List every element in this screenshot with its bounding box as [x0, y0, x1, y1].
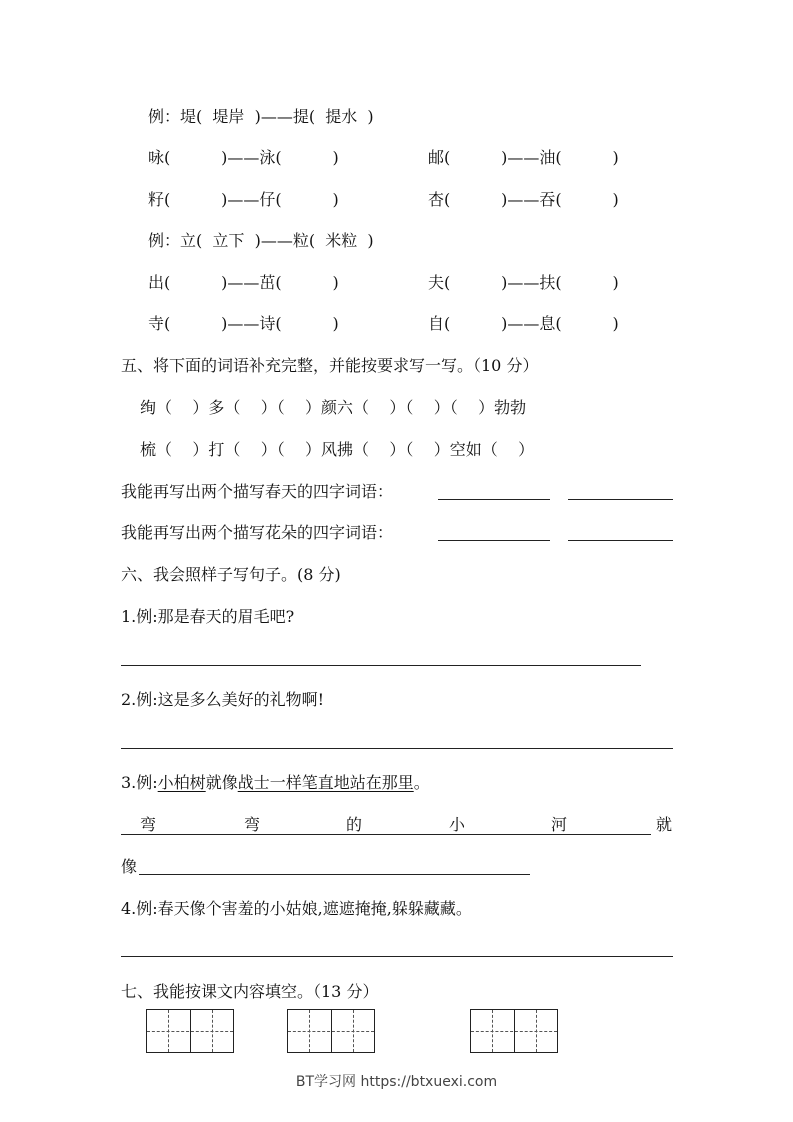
dashed-guide — [536, 1010, 537, 1052]
example-line-2: 例：立( 立下 )——粒( 米粒 ) — [148, 231, 374, 250]
dashed-guide — [168, 1010, 169, 1052]
question-3-comparison: 战士一样笔直地站在那里 — [237, 773, 414, 792]
question-3-end: 。 — [413, 773, 430, 792]
spring-answer-blank-1[interactable] — [438, 499, 550, 500]
word-pair-row-4-left: 寺( )——诗( ) — [148, 314, 339, 333]
dashed-guide — [288, 1031, 374, 1032]
question-4-answer-line[interactable] — [121, 956, 673, 957]
question-2: 2.例:这是多么美好的礼物啊! — [121, 690, 325, 709]
word-pair-row-3-left: 出( )——茁( ) — [148, 273, 339, 292]
spring-answer-blank-2[interactable] — [568, 499, 673, 500]
dashed-guide — [309, 1010, 310, 1052]
question-1: 1.例:那是春天的眉毛吧? — [121, 607, 295, 626]
question-3-subject: 小柏树 — [157, 773, 206, 792]
example-line-1: 例：堤( 堤岸 )——提( 提水 ) — [148, 107, 374, 126]
word-pair-row-4-right: 自( )——息( ) — [428, 314, 619, 333]
word-pair-row-2-left: 籽( )——仔( ) — [148, 190, 339, 209]
question-3-word-1: 弯 — [140, 815, 157, 834]
footer-watermark: BT学习网 https://btxuexi.com — [295, 1074, 498, 1090]
question-3-connector: 就像 — [205, 773, 238, 792]
idiom-row-2: 梳（ ）打（ ）（ ）风拂（ ）（ ）空如（ ） — [140, 440, 535, 459]
question-3-word-4: 小 — [449, 815, 466, 834]
tianzige-box-3[interactable] — [470, 1009, 558, 1053]
question-3-answer-line-2[interactable] — [139, 874, 530, 875]
question-3-word-3: 的 — [346, 815, 363, 834]
dashed-guide — [471, 1031, 557, 1032]
question-3 — [121, 773, 430, 793]
flower-answer-blank-1[interactable] — [438, 540, 550, 541]
question-3-answer-line-1[interactable] — [121, 834, 651, 835]
question-3-word-6: 就 — [656, 815, 673, 834]
word-pair-row-1-right: 邮( )——油( ) — [428, 148, 619, 167]
question-2-answer-line[interactable] — [121, 748, 673, 749]
word-pair-row-3-right: 夫( )——扶( ) — [428, 273, 619, 292]
question-3-word-5: 河 — [551, 815, 568, 834]
flower-words-prompt: 我能再写出两个描写花朵的四字词语： — [121, 523, 394, 542]
question-4: 4.例:春天像个害羞的小姑娘,遮遮掩掩,躲躲藏藏。 — [121, 899, 472, 918]
flower-answer-blank-2[interactable] — [568, 540, 673, 541]
tianzige-box-2[interactable] — [287, 1009, 375, 1053]
word-pair-row-2-right: 杏( )——吞( ) — [428, 190, 619, 209]
dashed-guide — [212, 1010, 213, 1052]
dashed-guide — [353, 1010, 354, 1052]
question-3-word-2: 弯 — [244, 815, 261, 834]
section-7-heading: 七、我能按课文内容填空。（13 分） — [121, 982, 379, 1001]
tianzige-box-1[interactable] — [146, 1009, 234, 1053]
dashed-guide — [147, 1031, 233, 1032]
spring-words-prompt: 我能再写出两个描写春天的四字词语： — [121, 482, 394, 501]
section-5-heading: 五、将下面的词语补充完整，并能按要求写一写。（10 分） — [121, 356, 539, 375]
section-6-heading: 六、我会照样子写句子。(8 分) — [121, 565, 341, 584]
question-1-answer-line[interactable] — [121, 665, 641, 666]
word-pair-row-1-left: 咏( )——泳( ) — [148, 148, 339, 167]
question-3-line-2-start: 像 — [121, 857, 138, 876]
question-3-prefix: 3.例: — [121, 773, 158, 792]
dashed-guide — [492, 1010, 493, 1052]
idiom-row-1: 绚（ ）多（ ）（ ）颜六（ ）（ ）（ ）勃勃 — [140, 398, 527, 417]
